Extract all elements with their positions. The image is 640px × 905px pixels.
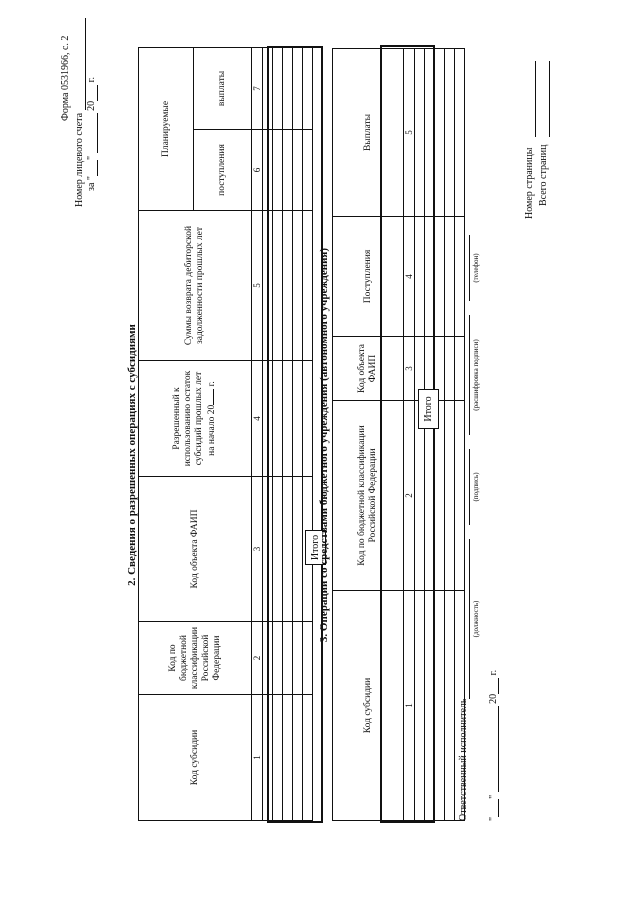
table-cell[interactable] <box>445 401 455 591</box>
s2-col-number-4: 4 <box>252 361 263 477</box>
section2-data-frame <box>267 46 323 823</box>
s2-col-number-1: 1 <box>252 695 263 821</box>
section3-total-label: Итого <box>418 389 439 429</box>
table-cell[interactable] <box>435 49 445 217</box>
s2-header-receivables-return: Суммы возврата дебиторской задолженности прошлых лет <box>139 211 252 361</box>
table-row <box>445 49 455 821</box>
day-field[interactable] <box>88 160 98 176</box>
month-field[interactable] <box>88 113 98 153</box>
footer-year-field[interactable] <box>489 678 499 694</box>
section3-title: 3. Операции со средствами бюджетного учреждения (автономного учреждения) <box>318 247 330 643</box>
table-cell[interactable] <box>435 401 445 591</box>
total-pages-label: Всего страниц <box>538 144 549 206</box>
s3-col-number-3: 3 <box>404 337 415 401</box>
s2-header-faip-code: Код объекта ФАИП <box>139 477 252 622</box>
footer-day-field[interactable] <box>489 799 499 817</box>
form-code: Форма 0531966, с. 2 <box>60 35 71 121</box>
executor-name-line[interactable] <box>460 315 470 435</box>
s3-col-number-2: 2 <box>404 401 415 591</box>
s2-col-number-6: 6 <box>252 130 263 211</box>
s2-header-subsidy-code: Код субсидии <box>139 695 252 821</box>
account-number-line[interactable] <box>76 18 86 110</box>
s2-col-number-2: 2 <box>252 622 263 695</box>
s2-header-budget-code: Код по бюджетной классификации Российской Федерации <box>139 622 252 695</box>
table-cell[interactable] <box>445 591 455 821</box>
section2-title: 2. Сведения о разрешенных операциях с субсидиями <box>126 324 138 586</box>
executor-label: Ответственный исполнитель <box>458 698 469 821</box>
s2-col-number-5: 5 <box>252 211 263 361</box>
footer-month-field[interactable] <box>489 706 499 792</box>
year-field[interactable] <box>88 85 98 101</box>
footer-date: "" 20 г. <box>488 669 499 821</box>
s2-header-receipts: поступления <box>194 130 252 211</box>
s3-header-payments: Выплаты <box>333 49 404 217</box>
table-cell[interactable] <box>445 49 455 217</box>
executor-position-line[interactable] <box>460 539 470 699</box>
s3-col-number-1: 1 <box>404 591 415 821</box>
executor-phone-line[interactable] <box>460 235 470 301</box>
caption-signature: (подпись) <box>472 472 480 502</box>
account-number-label: Номер лицевого счета <box>74 18 86 207</box>
s2-col-number-7: 7 <box>252 47 263 129</box>
s2-header-planned: Планируемые <box>139 47 194 210</box>
table-cell[interactable] <box>435 217 445 337</box>
section2-total-label: Итого <box>305 530 326 565</box>
caption-name: (расшифровка подписи) <box>472 339 480 411</box>
caption-position: (должность) <box>472 600 480 638</box>
table-cell[interactable] <box>445 217 455 337</box>
caption-phone: (телефон) <box>472 253 480 283</box>
section3-data-frame <box>380 45 435 823</box>
table-cell[interactable] <box>455 49 465 217</box>
total-pages-line[interactable] <box>540 61 550 137</box>
s3-col-number-4: 4 <box>404 217 415 337</box>
s2-header-allowed-balance: Разрешенный к использованию остаток субсидий прошлых лет на начало 20 г. <box>139 361 252 477</box>
s2-col-number-3: 3 <box>252 477 263 622</box>
table-row <box>435 49 445 821</box>
s3-header-budget-code: Код по бюджетной классификации Российской Федерации <box>333 401 404 591</box>
page-number-label: Номер страницы <box>524 147 535 219</box>
s3-col-number-5: 5 <box>404 49 415 217</box>
page-number-line[interactable] <box>526 61 536 137</box>
executor-signature-line[interactable] <box>460 449 470 525</box>
table-cell[interactable] <box>445 337 455 401</box>
s3-header-subsidy-code: Код субсидии <box>333 591 404 821</box>
s3-header-faip-code: Код объекта ФАИП <box>333 337 404 401</box>
s2-header-payments: выплаты <box>194 47 252 129</box>
table-cell[interactable] <box>435 591 445 821</box>
s3-header-receipts: Поступления <box>333 217 404 337</box>
report-date: за "" 20 г. <box>86 76 97 191</box>
